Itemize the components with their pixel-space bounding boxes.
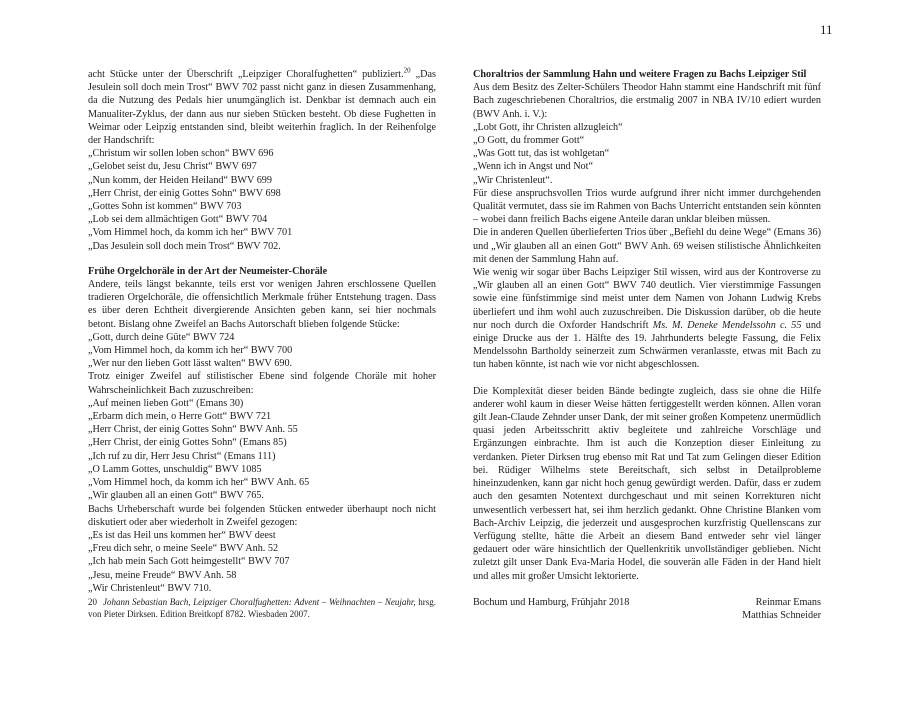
list-item: „Vom Himmel hoch, da komm ich her“ BWV 701 xyxy=(88,227,293,239)
paragraph-text-a: Wie wenig wir sogar über Bachs Leipziger Stil wissen, wird aus der Kontroverse zu „Wir glauben all an einen Gott“ BWV 740 deutlich. Vier vierstimmige Fassungen sowie eine fünfstimmige sind meist unter dem Namen von Johann Ludwig Krebs überliefert und ihm wohl auch zuzuschreiben. Die Diskussion darüber, ob die heute nur noch durch die Oxforder Handschrift xyxy=(473,267,821,331)
list-item: „Gott, durch deine Güte“ BWV 724 xyxy=(88,331,235,343)
paragraph: Die in anderen Quellen überlieferten Trios über „Befiehl du deine Wege“ (Emans 36) und „Wir glauben all an einen Gott“ BWV Anh. 69 weisen stilistische Ähnlichkeiten mit denen der Sammlung Hahn auf. xyxy=(473,227,821,265)
list-item: „Auf meinen lieben Gott“ (Emans 30) xyxy=(88,397,244,409)
paragraph-text-b: und einige Drucke aus der 1. Hälfte des 19. Jahrhunderts belegte Fassung, die Felix Mendelssohn Bartholdy seinerzeit zum Schwärmen veranlasste, etwas mit Bach zu tun haben könnte, ist nach wie vor nicht abgeschlossen. xyxy=(473,319,822,371)
footnote-text: hrsg. von Pieter Dirksen. Edition Breitkopf 8782. Wiesbaden 2007. xyxy=(88,597,437,619)
paragraph: Bachs Urheberschaft wurde bei folgenden Stücken entweder überhaupt noch nicht diskutiert oder aber wiederholt in Zweifel gezogen: xyxy=(88,503,436,528)
list-item: „Ich hab mein Sach Gott heimgestellt“ BWV 707 xyxy=(88,556,290,568)
list-item: „Es ist das Heil uns kommen her“ BWV deest xyxy=(88,529,276,541)
footnote xyxy=(88,597,436,620)
list-item: „Wenn ich in Angst und Not“ xyxy=(473,161,593,173)
undoubted-list xyxy=(88,331,436,371)
list-item: „Erbarm dich mein, o Herre Gott“ BWV 721 xyxy=(88,411,272,423)
list-item: „Nun komm, der Heiden Heiland“ BWV 699 xyxy=(88,174,272,186)
doubtful-list xyxy=(88,529,436,595)
place-date: Bochum und Hamburg, Frühjahr 2018 xyxy=(473,596,630,608)
list-item: „Wer nur den lieben Gott lässt walten“ BWV 690. xyxy=(88,358,293,370)
paragraph: Aus dem Besitz des Zelter-Schülers Theodor Hahn stammt eine Handschrift mit fünf Bach zugeschriebenen Choraltrios, die erstmalig 2007 in NBA IV/10 ediert wurden (BWV Anh. i. V.): xyxy=(473,82,821,120)
list-item: „Herr Christ, der einig Gottes Sohn“ BWV 698 xyxy=(88,187,281,199)
list-item: „Freu dich sehr, o meine Seele“ BWV Anh. 52 xyxy=(88,543,279,555)
list-item: „Wir Christenleut“ BWV 710. xyxy=(88,582,212,594)
signature-block xyxy=(473,596,821,622)
list-item: „O Gott, du frommer Gott“ xyxy=(473,135,585,147)
footnote-number: 20 xyxy=(88,597,97,607)
acknowledgements-paragraph: Die Komplexität dieser beiden Bände bedingte zugleich, dass sie ohne die Hilfe anderer wohl kaum in dieser Weise hätten fertiggestellt werden können. Allen voran gilt Jean-Claude Zehnder unser Dank, der mit seiner großen Kompetenz unermüdlich quasi jeden Arbeitsschritt aktiv begleitete und zahlreiche Vorschläge und Ergänzungen einbrachte. Ihm ist auch die Konzeption dieser Einleitung zu verdanken. Pieter Dirksen trug ebenso mit Rat und Tat zum Gelingen dieser Edition bei. Rüdiger Wilhelms stete Bereitschaft, sich selbst in Detailprobleme hineinzudenken, kann gar nicht hoch genug gewürdigt werden. Dafür, dass er zudem auch den gesamten Notentext durchgeschaut und mit seinen Korrekturen nicht unwesentlich verbessert hat, sei ihm herzlich gedankt. Ohne Christine Blanken vom Bach-Archiv Leipzig, die jederzeit und ausgesprochen kurzfristig Quellenscans zur Verfügung stellte, hätte die Arbeit an diesem Band entweder sehr viel länger gedauert oder wäre hinsichtlich der Quellenkritik unvollständiger geblieben. Nicht zuletzt gilt unser Dank Eva-Maria Hodel, die souverän alle Fäden in der Hand hielt und alles mit großer Umsicht lektorierte. xyxy=(473,385,821,582)
list-item: „Gelobet seist du, Jesu Christ“ BWV 697 xyxy=(88,161,257,173)
author-name: Matthias Schneider xyxy=(742,609,821,621)
list-item: „Lobt Gott, ihr Christen allzugleich“ xyxy=(473,121,623,133)
list-item: „Herr Christ, der einig Gottes Sohn“ (Emans 85) xyxy=(88,437,287,449)
list-item: „Vom Himmel hoch, da komm ich her“ BWV Anh. 65 xyxy=(88,477,310,489)
probable-list xyxy=(88,397,436,503)
list-item: „Das Jesulein soll doch mein Trost“ BWV 702. xyxy=(88,240,281,252)
list-item: „Jesu, meine Freude“ BWV Anh. 58 xyxy=(88,569,237,581)
trios-list xyxy=(473,121,821,187)
paragraph: Für diese anspruchsvollen Trios wurde aufgrund ihrer nicht immer durchgehenden Qualität vermutet, dass sie im Rahmen von Bachs Unterricht entstanden sein könnten – wobei dann freilich Bachs eigene Anteile daran unklar bleiben müssen. xyxy=(473,187,821,226)
fughetten-list xyxy=(88,147,436,253)
right-column xyxy=(473,68,821,622)
manuscript-title: Ms. M. Deneke Mendelssohn c. 55 xyxy=(652,319,802,331)
list-item: „Was Gott tut, das ist wohlgetan“ xyxy=(473,148,610,160)
section-heading: Frühe Orgelchoräle in der Art der Neumeister-Choräle xyxy=(88,265,328,277)
paragraph xyxy=(473,266,821,372)
intro-text-a: acht Stücke unter der Überschrift „Leipziger Choralfughetten“ publiziert. xyxy=(88,69,404,80)
list-item: „O Lamm Gottes, unschuldig“ BWV 1085 xyxy=(88,463,262,475)
list-item: „Ich ruf zu dir, Herr Jesu Christ“ (Emans 111) xyxy=(88,450,276,462)
list-item: „Christum wir sollen loben schon“ BWV 696 xyxy=(88,148,274,160)
left-column xyxy=(88,68,436,595)
list-item: „Herr Christ, der einig Gottes Sohn“ BWV Anh. 55 xyxy=(88,424,298,436)
list-item: „Wir glauben all an einen Gott“ BWV 765. xyxy=(88,490,264,502)
list-item: „Vom Himmel hoch, da komm ich her“ BWV 700 xyxy=(88,345,293,357)
intro-text-b: „Das Jesulein soll doch mein Trost“ BWV 702 passt nicht ganz in diesen Zusammenhang, da die Nutzung des Pedals hier unumgänglich ist. Denkbar ist demnach auch ein Manualiter-Zyklus, der dann aus nur sieben Stücken besteht. Ob diese Fughetten in Weimar oder Leipzig entstanden sind, bleibt weiterhin fraglich. In der Reihenfolge der Handschrift: xyxy=(88,69,436,147)
list-item: „Gottes Sohn ist kommen“ BWV 703 xyxy=(88,201,242,213)
list-item: „Lob sei dem allmächtigen Gott“ BWV 704 xyxy=(88,214,268,226)
author-name: Reinmar Emans xyxy=(755,596,821,608)
paragraph: Andere, teils längst bekannte, teils erst vor wenigen Jahren erschlossene Quellen tradieren Orgelchoräle, die offensichtlich Merkmale früher Entstehung tragen. Dass es über deren Echtheit divergierende Ansichten geben kann, sei hier nochmals betont. Bislang ohne Zweifel an Bachs Autorschaft blieben folgende Stücke: xyxy=(88,279,436,330)
list-item: „Wir Christenleut“. xyxy=(473,174,553,186)
paragraph: Trotz einiger Zweifel auf stilistischer Ebene sind folgende Choräle mit hoher Wahrscheinlichkeit Bach zuzuschreiben: xyxy=(88,371,436,396)
authors xyxy=(742,596,821,622)
footnote-title: Johann Sebastian Bach, Leipziger Choralfughetten: Advent – Weihnachten – Neujahr, xyxy=(103,597,416,607)
intro-paragraph xyxy=(88,68,436,147)
section-heading: Choraltrios der Sammlung Hahn und weitere Fragen zu Bachs Leipziger Stil xyxy=(473,69,807,80)
page-number: 11 xyxy=(820,22,833,37)
footnote-ref: 20 xyxy=(403,66,411,75)
